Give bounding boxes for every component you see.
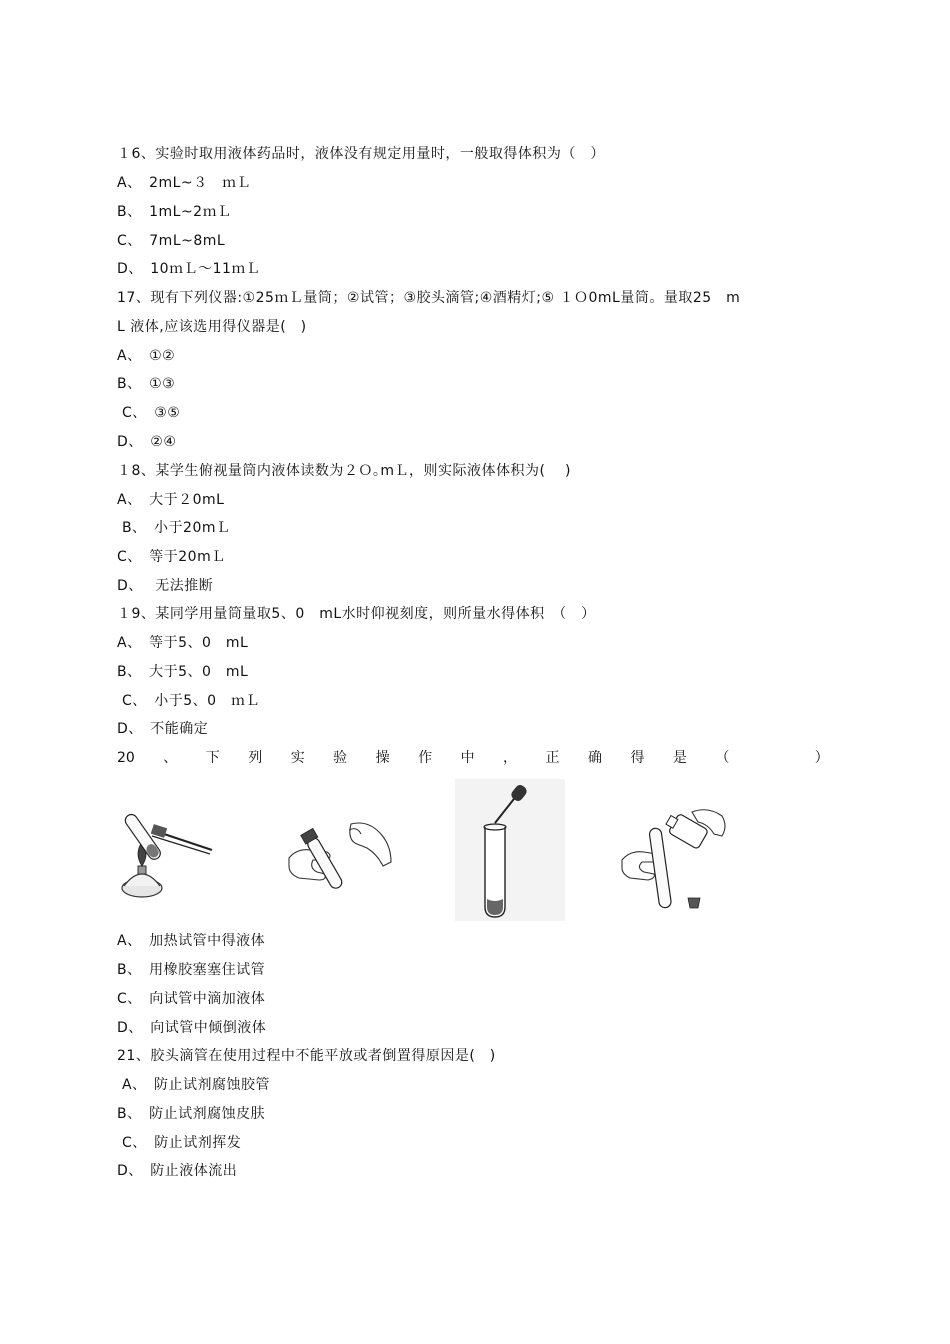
q20-option-c: C、 向试管中滴加液体 [117,991,266,1007]
q18-option-d: D、 无法推断 [117,578,214,594]
q21-option-b: B、 防止试剂腐蚀皮肤 [117,1106,266,1122]
q20-stem-token: （ [715,750,730,766]
q21-option-a: A、 防止试剂腐蚀胶管 [117,1077,271,1093]
q20-option-a: A、 加热试管中得液体 [117,933,266,949]
q20-stem-token: 确 [587,750,602,766]
q20-stem-token: 验 [333,750,348,766]
q21-option-d: D、 防止液体流出 [117,1163,238,1179]
q19-option-d: D、 不能确定 [117,721,209,737]
q16-option-d: D、 10ｍＬ～11ｍＬ [117,261,261,277]
q20-stem-token: ） [814,750,829,766]
q20-stem-token: 实 [290,750,305,766]
q20-stem-token: 20 [117,750,135,766]
q20-stem-token: 得 [630,750,645,766]
q20-stem-token: 中 [460,750,475,766]
q17-option-a: A、 ①② [117,348,176,364]
q20-stem-token: 正 [545,750,560,766]
q20-stem-token: 下 [205,750,220,766]
q16-option-b: B、 1mL~2ｍＬ [117,204,232,220]
figure-pouring-liquid [618,806,730,914]
q19-option-c: C、 小于5、0 ｍＬ [117,693,261,709]
q20-stem-token: 作 [418,750,433,766]
q20-stem-token: 列 [248,750,263,766]
q18-option-a: A、 大于２0mL [117,492,225,508]
q20-stem-token: 、 [163,750,178,766]
q19-option-b: B、 大于5、0 mL [117,664,249,680]
q17-option-c: C、 ③⑤ [117,405,181,421]
figure-dropping-liquid [455,779,565,921]
q20-stem-token: 是 [672,750,687,766]
q16-stem: １6、实验时取用液体药品时，液体没有规定用量时，一般取得体积为（ ） [117,146,605,162]
q17-stem-line2: L 液体,应该选用得仪器是( ) [117,319,307,335]
q16-option-a: A、 2mL~３ ｍＬ [117,175,252,191]
q20-stem [117,748,829,768]
q20-option-b: B、 用橡胶塞塞住试管 [117,962,266,978]
q18-option-c: C、 等于20mＬ [117,549,226,565]
q19-option-a: A、 等于5、0 mL [117,635,249,651]
q18-option-b: B、 小于20mＬ [117,520,231,536]
q21-option-c: C、 防止试剂挥发 [117,1135,242,1151]
q17-option-b: B、 ①③ [117,376,176,392]
q21-stem: 21、胶头滴管在使用过程中不能平放或者倒置得原因是( ) [117,1048,496,1064]
q16-option-c: C、 7mL~8mL [117,233,226,249]
q17-stem-line1: 17、现有下列仪器:①25ｍＬ量筒；②试管；③胶头滴管;④酒精灯;⑤ １Ｏ0mL量筒。量取25 m [117,290,741,306]
figure-stopper-test-tube [287,818,397,898]
q18-stem: １8、某学生俯视量筒内液体读数为２Ｏ｡mＬ，则实际液体体积为( ) [117,463,571,479]
q20-stem-token: 操 [375,750,390,766]
q19-stem: １9、某同学用量筒量取5、0 mL水时仰视刻度，则所量水得体积 （ ） [117,606,596,622]
q20-option-d: D、 向试管中倾倒液体 [117,1020,267,1036]
q17-option-d: D、 ②④ [117,434,177,450]
q20-stem-token: ， [503,750,518,766]
figure-heating-test-tube [112,800,222,905]
